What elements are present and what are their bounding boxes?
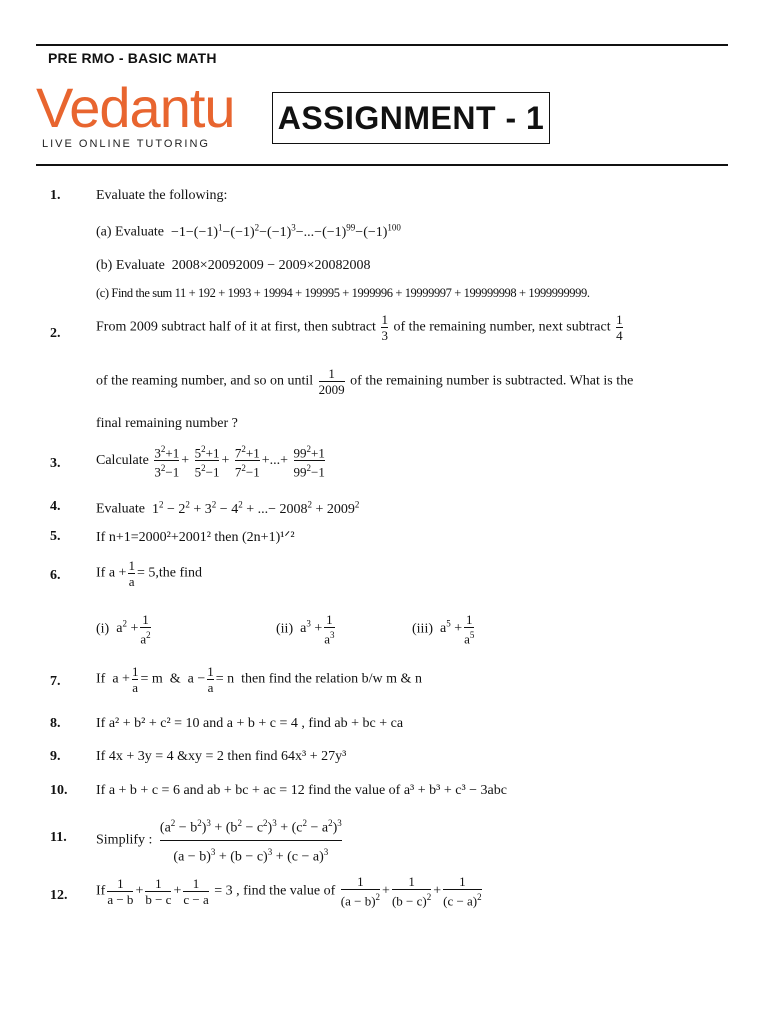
fraction: $\frac{1}{4}$ bbox=[616, 312, 623, 343]
course-label: PRE RMO - BASIC MATH bbox=[48, 50, 217, 66]
question-text: If 4x + 3y = 4 &xy = 2 then find 64x³ + 27y³ bbox=[96, 749, 347, 764]
question-number: 11. bbox=[50, 830, 67, 845]
question-text: Simplify : $\frac{(a^2 - b^2)^3 + (b^2 - c^2)^3 + (c^2 - a^2)^3}{(a - b)^3 + (b - c)^3 + (c - a)^3}$ bbox=[96, 812, 344, 868]
top-rule bbox=[36, 44, 728, 46]
math-expression: 2008×20092009 − 2009×20082008 bbox=[171, 258, 371, 273]
vedantu-logo bbox=[36, 76, 235, 150]
question-text: Evaluate the following: bbox=[96, 188, 228, 203]
fraction: $\frac{99^2+1}{99^2-1}$ bbox=[293, 444, 325, 480]
question-text: If a + $\frac{1}{a}$ = m & a − $\frac{1}{a}$ = n then find the relation b/w m & n bbox=[96, 664, 422, 695]
math-expression: $-1-(-1)^1-(-1)^2-(-1)^3-...-(-1)^{99}-(-1)^{100}$ bbox=[167, 222, 401, 240]
fraction: $\frac{3^2+1}{3^2-1}$ bbox=[154, 444, 180, 480]
question-text: of the reaming number, and so on until $\frac{1}{2009}$ of the remaining number is subtracted. What is the bbox=[96, 366, 634, 397]
question-number: 9. bbox=[50, 749, 61, 764]
question-number: 5. bbox=[50, 529, 61, 544]
sub-part-i: (i) $a^2$ + $\frac{1}{a^2}$ bbox=[96, 612, 151, 647]
question-number: 3. bbox=[50, 456, 61, 471]
question-number: 12. bbox=[50, 888, 68, 903]
fraction: $\frac{1}{3}$ bbox=[381, 312, 388, 343]
question-text: If a + b + c = 6 and ab + bc + ac = 12 find the value of a³ + b³ + c³ − 3abc bbox=[96, 783, 507, 798]
header-rule bbox=[36, 164, 728, 166]
question-number: 6. bbox=[50, 568, 61, 583]
fraction: $\frac{1}{2009}$ bbox=[318, 366, 345, 397]
logo-tagline: LIVE ONLINE TUTORING bbox=[42, 138, 210, 150]
question-text: If a + $\frac{1}{a}$ = 5,the find bbox=[96, 558, 202, 589]
question-number: 7. bbox=[50, 674, 61, 689]
question-number: 1. bbox=[50, 188, 61, 203]
question-number: 2. bbox=[50, 326, 61, 341]
question-number: 10. bbox=[50, 783, 68, 798]
question-number: 4. bbox=[50, 499, 61, 514]
question-text: If n+1=2000²+2001² then (2n+1)¹ᐟ² bbox=[96, 530, 295, 545]
logo-wordmark: Vedantu bbox=[36, 76, 235, 139]
question-text: Calculate $\frac{3^2+1}{3^2-1}$ + $\frac{5^2+1}{5^2-1}$ + $\frac{7^2+1}{7^2-1}$ +...+ $\frac{99^2+1}{99^2-1}$ bbox=[96, 444, 325, 480]
sub-part-iii: (iii) $a^5$ + $\frac{1}{a^5}$ bbox=[412, 612, 475, 647]
question-text: From 2009 subtract half of it at first, then subtract $\frac{1}{3}$ of the remaining number, next subtract $\frac{1}{4}$ bbox=[96, 312, 623, 343]
sub-part-ii: (ii) $a^3$ + $\frac{1}{a^3}$ bbox=[276, 612, 335, 647]
question-1c: (c) Find the sum 11 + 192 + 1993 + 19994 + 199995 + 1999996 + 19999997 + 199999998 + 1999999999. bbox=[96, 286, 590, 300]
question-text: If $\frac{1}{a - b}$ + $\frac{1}{b - c}$ + $\frac{1}{c - a}$ = 3 , find the value of $\frac{1}{(a - b)^2}$ + $\frac{1}{(b - c)^2}$ + $\frac{1}{(c - a)^2}$ bbox=[96, 874, 482, 909]
fraction: $\frac{7^2+1}{7^2-1}$ bbox=[234, 444, 260, 480]
question-number: 8. bbox=[50, 716, 61, 731]
assignment-title: ASSIGNMENT - 1 bbox=[272, 92, 550, 144]
question-text: Evaluate $1^2 - 2^2 + 3^2 - 4^2$ + ...− $2008^2 + 2009^2$ bbox=[96, 499, 360, 517]
question-text: If a² + b² + c² = 10 and a + b + c = 4 , find ab + bc + ca bbox=[96, 716, 404, 731]
fraction: $\frac{1}{a}$ bbox=[128, 558, 135, 589]
math-expression: $1^2 - 2^2 + 3^2 - 4^2$ + ...− $2008^2 + 2009^2$ bbox=[148, 499, 360, 517]
fraction: $\frac{5^2+1}{5^2-1}$ bbox=[194, 444, 220, 480]
question-1a bbox=[96, 222, 401, 241]
part-label: (b) Evaluate bbox=[96, 258, 165, 273]
fraction: $\frac{(a^2 - b^2)^3 + (b^2 - c^2)^3 + (c^2 - a^2)^3}{(a - b)^3 + (b - c)^3 + (c - a)^3}$ bbox=[160, 812, 342, 868]
part-label: (a) Evaluate bbox=[96, 224, 165, 240]
question-1b bbox=[96, 258, 370, 274]
question-text: final remaining number ? bbox=[96, 416, 238, 431]
